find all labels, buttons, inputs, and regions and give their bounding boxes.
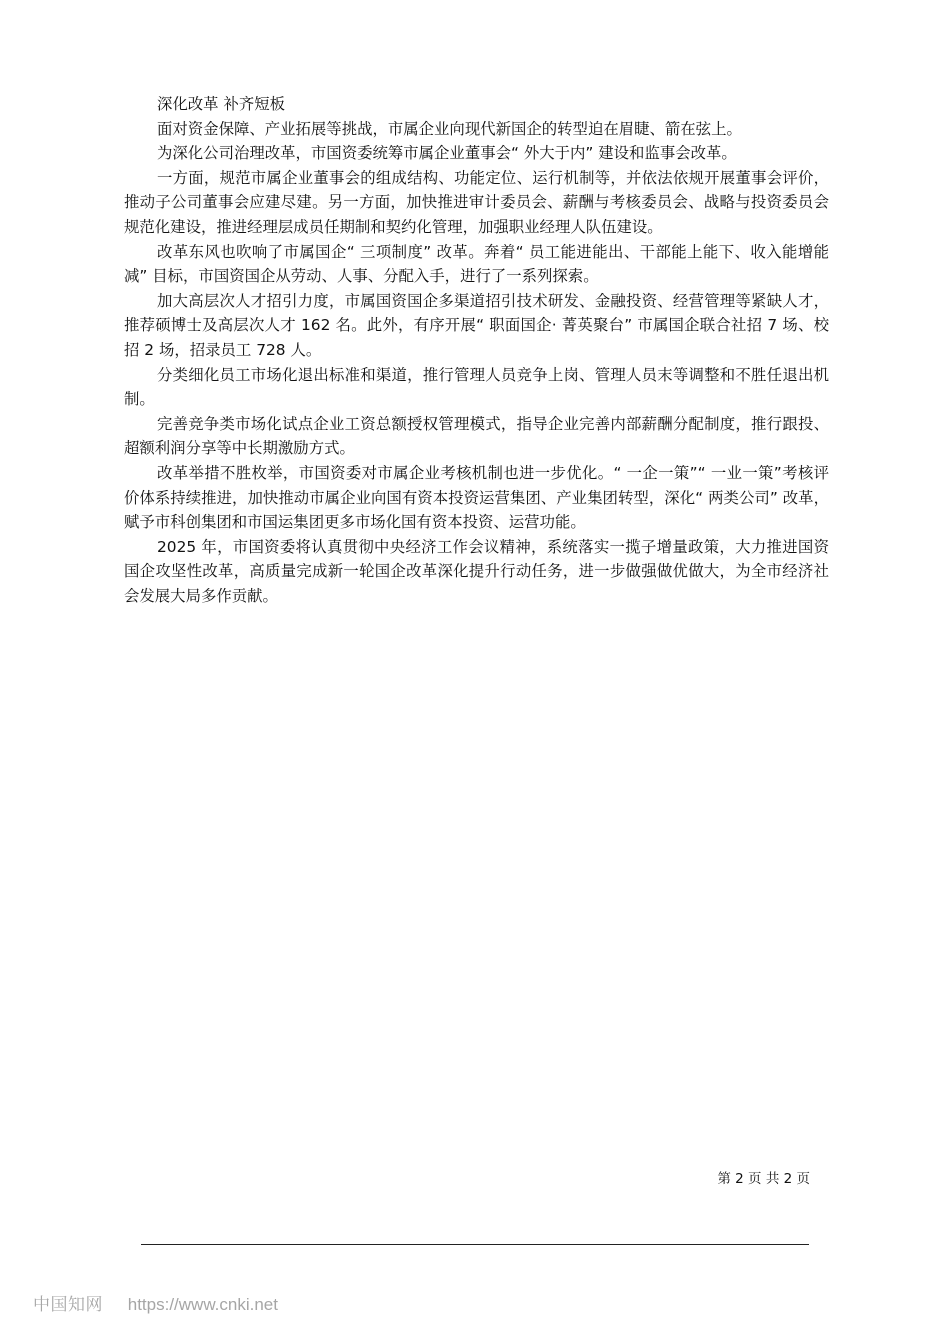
footer-divider: [141, 1244, 809, 1245]
section-heading: 深化改革 补齐短板: [157, 95, 286, 113]
paragraph: 加大高层次人才招引力度，市属国资国企多渠道招引技术研发、金融投资、经营管理等紧缺人才，推荐硕博士及高层次人才 162 名。此外，有序开展“ 职面国企· 菁英聚台” 市属国企联合社招 7 场、校招 2 场，招录员工 728 人。: [124, 291, 829, 359]
article-body: [124, 92, 829, 608]
paragraph: 2025 年，市国资委将认真贯彻中央经济工作会议精神，系统落实一揽子增量政策，大力推进国资国企攻坚性改革，高质量完成新一轮国企改革深化提升行动任务，进一步做强做优做大，为全市经济社会发展大局多作贡献。: [124, 537, 829, 605]
paragraph: 改革举措不胜枚举，市国资委对市属企业考核机制也进一步优化。“ 一企一策”“ 一业一策”考核评价体系持续推进，加快推动市属企业向国有资本投资运营集团、产业集团转型，深化“ 两类公司” 改革，赋予市科创集团和市国运集团更多市场化国有资本投资、运营功能。: [124, 463, 829, 532]
paragraph: 为深化公司治理改革，市国资委统筹市属企业董事会“ 外大于内” 建设和监事会改革。: [157, 144, 737, 163]
paragraph: 一方面，规范市属企业董事会的组成结构、功能定位、运行机制等，并依法依规开展董事会评价，推动子公司董事会应建尽建。另一方面，加快推进审计委员会、薪酬与考核委员会、战略与投资委员会规范化建设，推进经理层成员任期制和契约化管理，加强职业经理人队伍建设。: [124, 168, 829, 236]
watermark: [33, 1293, 278, 1317]
paragraph: 分类细化员工市场化退出标准和渠道，推行管理人员竞争上岗、管理人员末等调整和不胜任退出机制。: [124, 365, 829, 409]
paragraph: 改革东风也吹响了市属国企“ 三项制度” 改革。奔着“ 员工能进能出、干部能上能下、收入能增能减” 目标，市国资国企从劳动、人事、分配入手，进行了一系列探索。: [124, 242, 829, 286]
paragraph: 完善竞争类市场化试点企业工资总额授权管理模式，指导企业完善内部薪酬分配制度，推行跟投、超额利润分享等中长期激励方式。: [124, 414, 829, 458]
watermark-brand: 中国知网: [33, 1295, 103, 1315]
paragraph: 面对资金保障、产业拓展等挑战，市属企业向现代新国企的转型迫在眉睫、箭在弦上。: [157, 119, 742, 138]
page-number: 第 2 页 共 2 页: [717, 1171, 810, 1187]
watermark-url: https://www.cnki.net: [127, 1295, 278, 1314]
